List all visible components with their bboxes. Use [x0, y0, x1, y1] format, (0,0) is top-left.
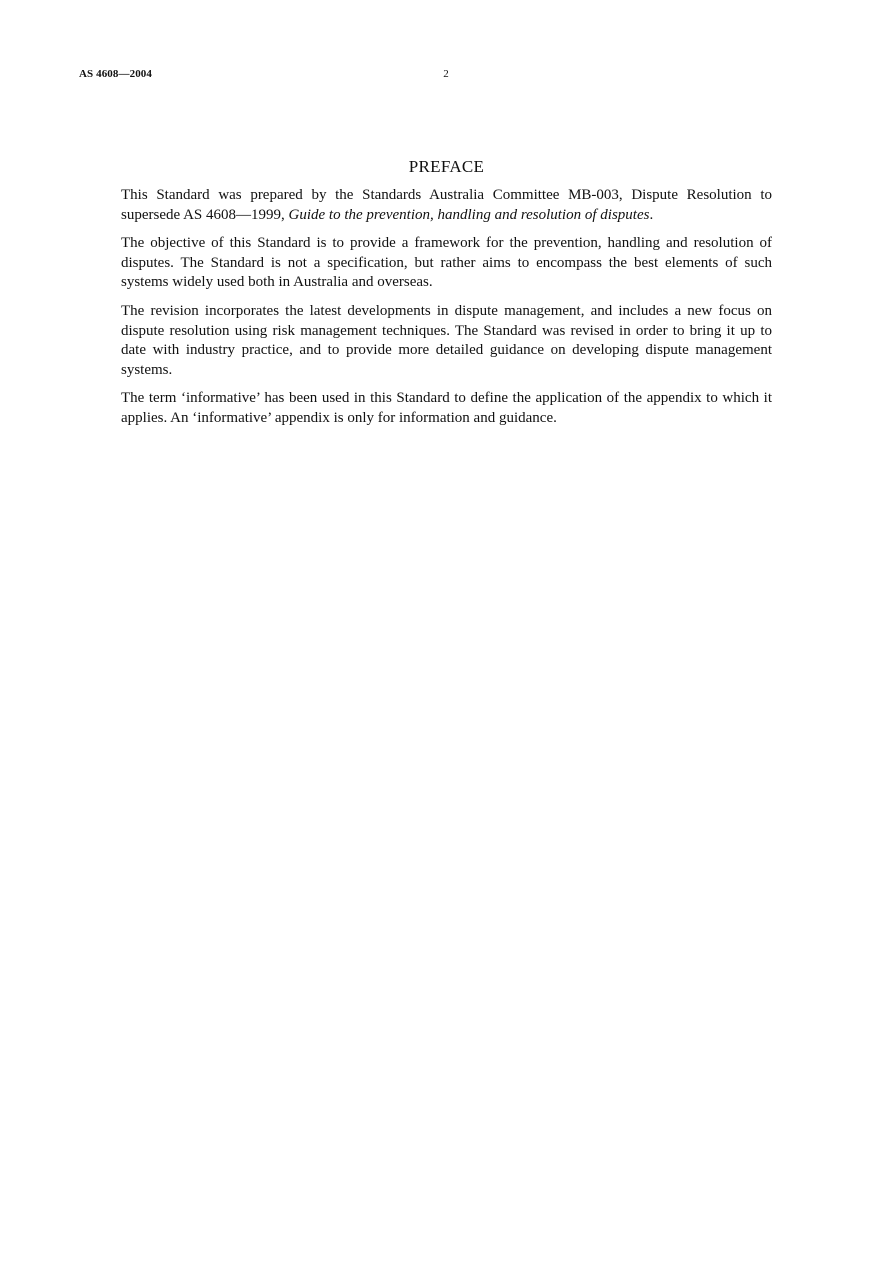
preface-body: [121, 186, 772, 438]
referenced-title: Guide to the prevention, handling and resolution of disputes: [288, 206, 650, 223]
paragraph-3: The revision incorporates the latest developments in dispute management, and includes a new focus on dispute resolution using risk management techniques. The Standard was revised in order to bring it up to date with industry practice, and to provide more detailed guidance on developing dispute management systems.: [121, 302, 772, 378]
paragraph-4: The term ‘informative’ has been used in this Standard to define the application of the appendix to which it applies. An ‘informative’ appendix is only for information and guidance.: [121, 390, 772, 426]
document-identifier: AS 4608—2004: [79, 68, 153, 80]
paragraph-2: The objective of this Standard is to provide a framework for the prevention, handling and resolution of disputes. The Standard is not a specification, but rather aims to encompass the best elements of such systems widely used both in Australia and overseas.: [121, 235, 772, 291]
page-number: 2: [443, 68, 449, 80]
paragraph-1-text: This Standard was prepared by the Standards Australia Committee MB-003, Dispute Resolution to supersede AS 4608—1999,: [121, 187, 772, 223]
paragraph-1: [121, 186, 772, 225]
paragraph-1-end: .: [649, 206, 654, 223]
section-title: PREFACE: [408, 157, 485, 176]
